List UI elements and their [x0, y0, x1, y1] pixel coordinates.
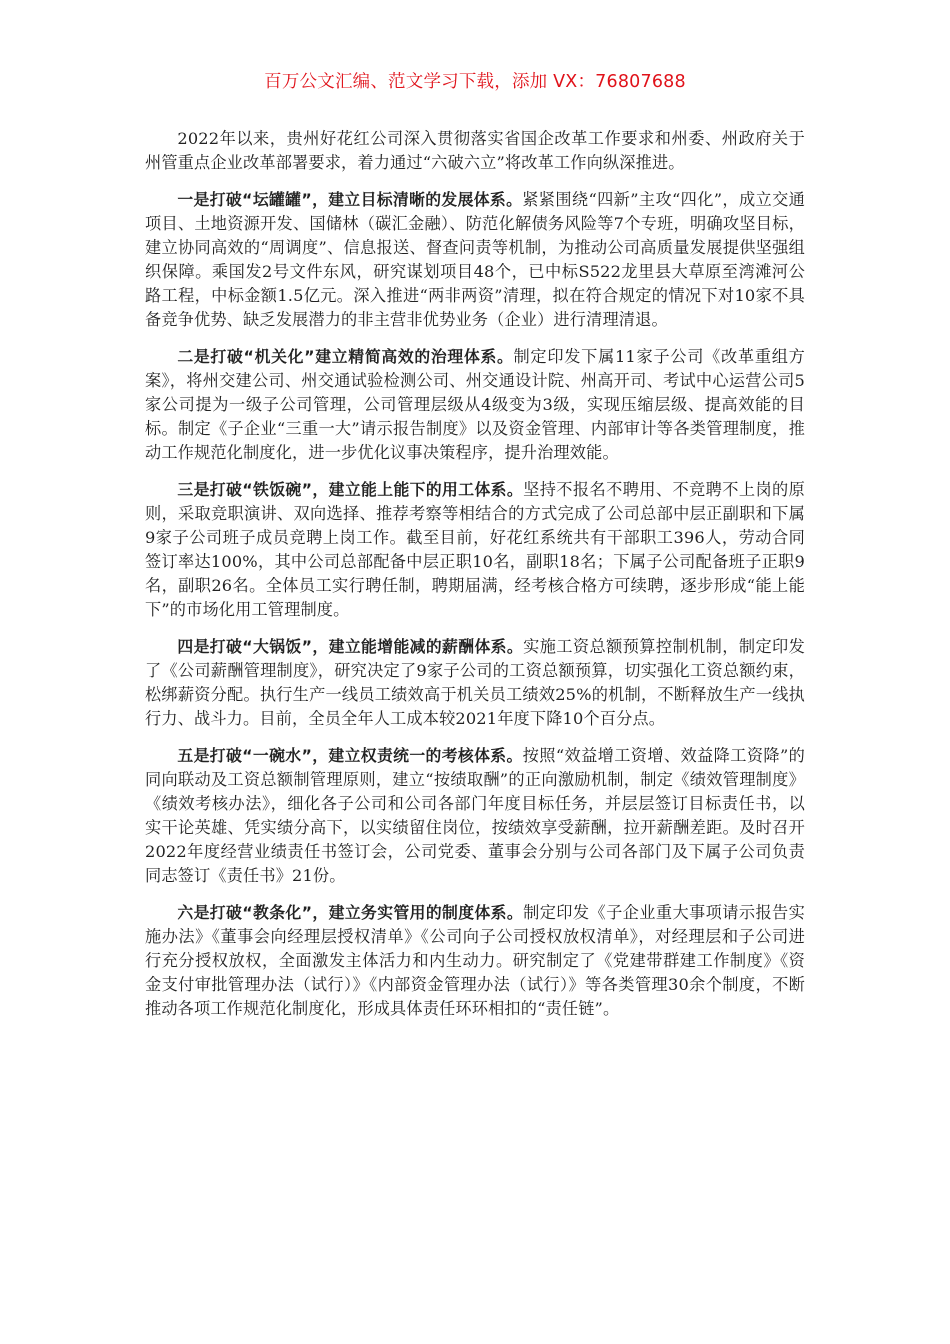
section-paragraph-1	[145, 188, 805, 332]
section-paragraph-2	[145, 345, 805, 465]
section-body-5: 按照“效益增工资增、效益降工资降”的同向联动及工资总额制管理原则，建立“按绩取酬”的正向激励机制，制定《绩效管理制度》《绩效考核办法》，细化各子公司和公司各部门年度目标任务，并层层签订目标责任书，以实干论英雄、凭实绩分高下，以实绩留住岗位，按绩效享受薪酬，拉开薪酬差距。及时召开2022年度经营业绩责任书签订会，公司党委、董事会分别与公司各部门及下属子公司负责同志签订《责任书》21份。	[145, 746, 805, 885]
section-lead-6: 六是打破“教条化”，建立务实管用的制度体系。	[177, 903, 524, 922]
document-body	[145, 127, 805, 1034]
section-lead-3: 三是打破“铁饭碗”，建立能上能下的用工体系。	[177, 480, 524, 499]
header-banner: 百万公文汇编、范文学习下载，添加 VX：76807688	[264, 72, 686, 92]
section-paragraph-4	[145, 635, 805, 731]
section-lead-5: 五是打破“一碗水”，建立权责统一的考核体系。	[177, 746, 523, 765]
section-body-3: 坚持不报名不聘用、不竞聘不上岗的原则，采取竞职演讲、双向选择、推荐考察等相结合的方式完成了公司总部中层正副职和下属9家子公司班子成员竞聘上岗工作。截至目前，好花红系统共有干部职工396人，劳动合同签订率达100%，其中公司总部配备中层正职10名，副职18名；下属子公司配备班子正职9名，副职26名。全体员工实行聘任制，聘期届满，经考核合格方可续聘，逐步形成“能上能下”的市场化用工管理制度。	[145, 480, 805, 619]
section-lead-4: 四是打破“大锅饭”，建立能增能减的薪酬体系。	[177, 637, 524, 656]
section-lead-2: 二是打破“机关化”建立精简高效的治理体系。	[177, 347, 514, 366]
section-body-2: 制定印发下属11家子公司《改革重组方案》，将州交建公司、州交通试验检测公司、州交通设计院、州高开司、考试中心运营公司5家公司提为一级子公司管理，公司管理层级从4级变为3级，实现压缩层级、提高效能的目标。制定《子企业“三重一大”请示报告制度》以及资金管理、内部审计等各类管理制度，推动工作规范化制度化，进一步优化议事决策程序，提升治理效能。	[145, 347, 806, 462]
section-paragraph-3	[145, 478, 805, 622]
section-paragraph-6	[145, 901, 805, 1021]
section-body-4: 实施工资总额预算控制机制，制定印发了《公司薪酬管理制度》，研究决定了9家子公司的工资总额预算，切实强化工资总额约束，松绑薪资分配。执行生产一线员工绩效高于机关员工绩效25%的机制，不断释放生产一线执行力、战斗力。目前，全员全年人工成本较2021年度下降10个百分点。	[145, 637, 805, 728]
section-lead-1: 一是打破“坛罐罐”，建立目标清晰的发展体系。	[177, 190, 523, 209]
intro-paragraph: 2022年以来，贵州好花红公司深入贯彻落实省国企改革工作要求和州委、州政府关于州管重点企业改革部署要求，着力通过“六破六立”将改革工作向纵深推进。	[145, 129, 805, 172]
section-body-6: 制定印发《子企业重大事项请示报告实施办法》《董事会向经理层授权清单》《公司向子公司授权放权清单》，对经理层和子公司进行充分授权放权，全面激发主体活力和内生动力。研究制定了《党建带群建工作制度》《资金支付审批管理办法（试行）》《内部资金管理办法（试行）》等各类管理30余个制度，不断推动各项工作规范化制度化，形成具体责任环环相扣的“责任链”。	[145, 903, 805, 1018]
section-body-1: 紧紧围绕“四新”主攻“四化”，成立交通项目、土地资源开发、国储林（碳汇金融）、防范化解债务风险等7个专班，明确攻坚目标，建立协同高效的“周调度”、信息报送、督查问责等机制，为推动公司高质量发展提供坚强组织保障。乘国发2号文件东风，研究谋划项目48个，已中标S522龙里县大草原至湾滩河公路工程，中标金额1.5亿元。深入推进“两非两资”清理，拟在符合规定的情况下对10家不具备竞争优势、缺乏发展潜力的非主营非优势业务（企业）进行清理清退。	[145, 190, 805, 329]
section-paragraph-5	[145, 744, 805, 888]
